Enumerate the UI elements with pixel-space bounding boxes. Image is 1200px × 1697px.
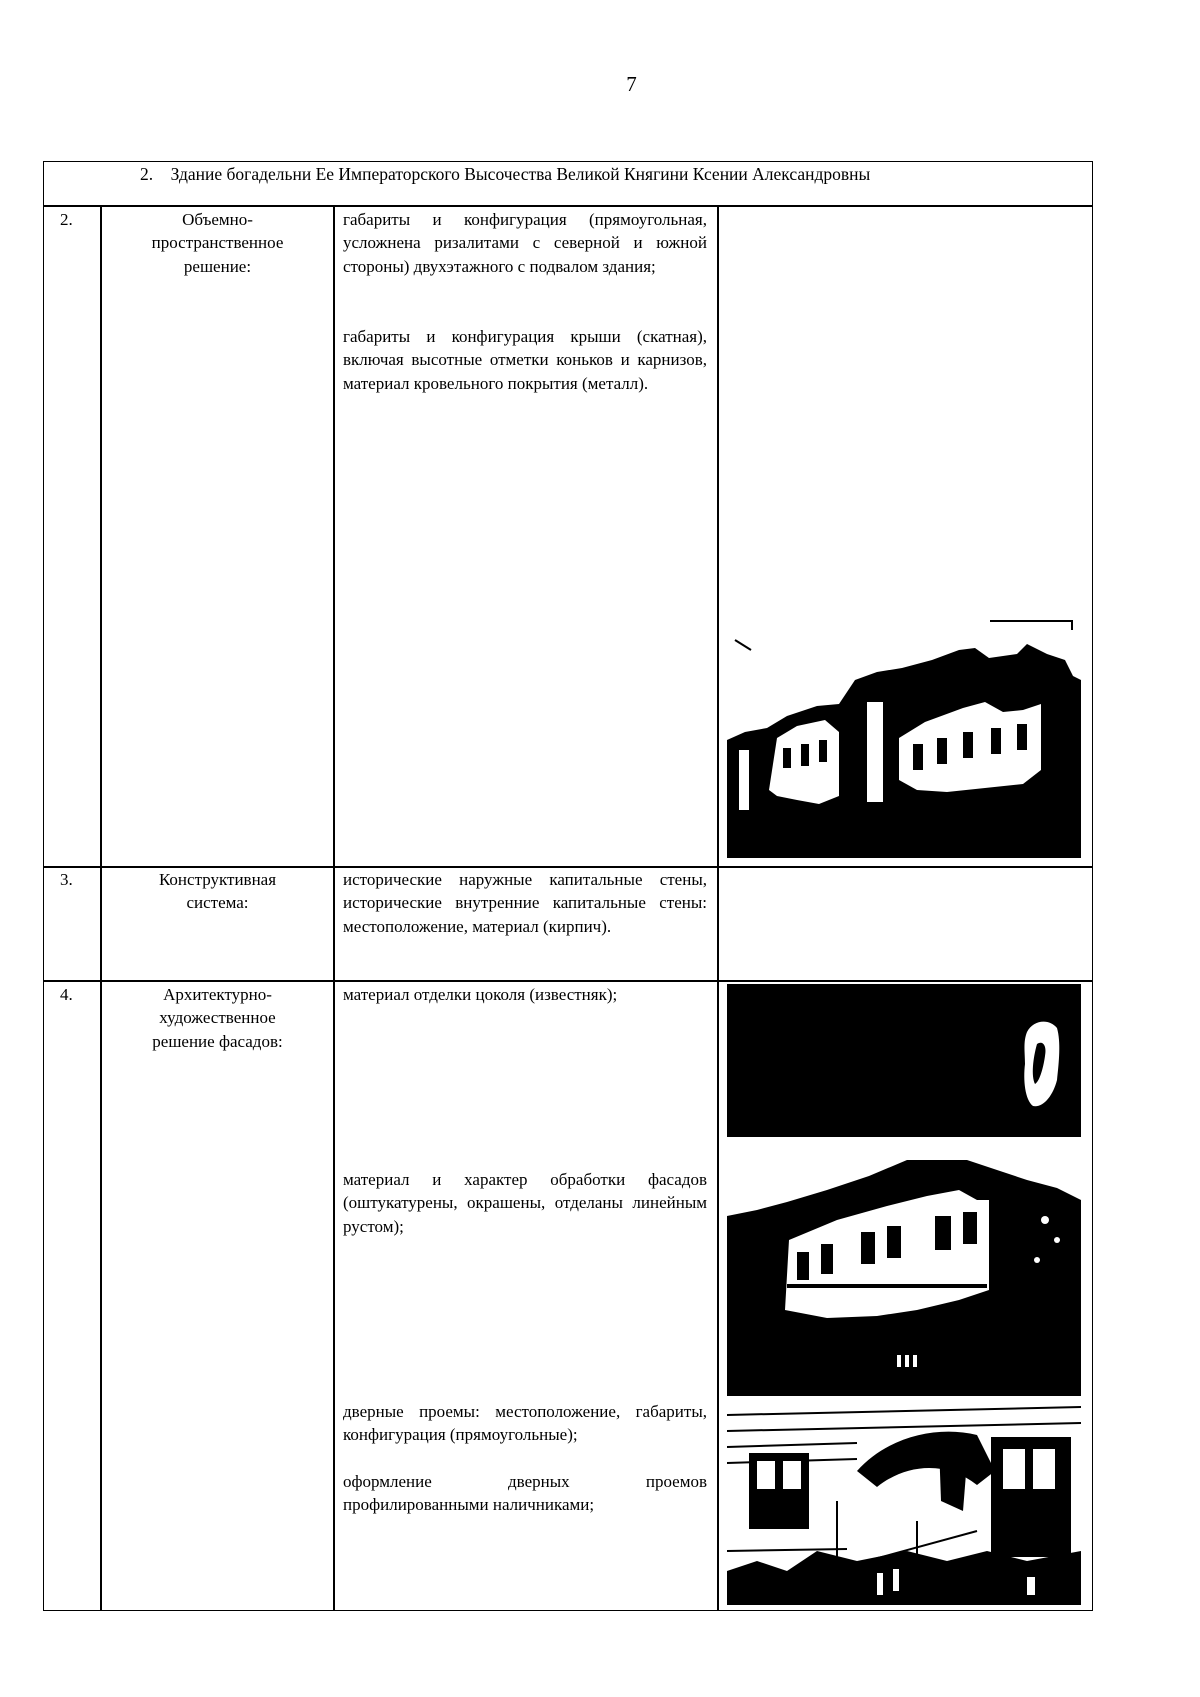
plinth-photo <box>727 984 1081 1137</box>
row-label: Архитектурно-художественное решение фасадов: <box>152 985 283 1051</box>
row-item: материал отделки цоколя (известняк); <box>343 985 618 1004</box>
photo-marker-line <box>990 620 1072 622</box>
row-item: габариты и конфигурация (прямоугольная, усложнена ризалитами с северной и южной стороны) двухэтажного с подвалом здания; <box>343 210 707 276</box>
table-column-divider <box>333 205 335 1611</box>
building-photo <box>727 620 1081 858</box>
row-label: Конструктивная система: <box>158 870 277 913</box>
row-item: материал и характер обработки фасадов (оштукатурены, окрашены, отделаны линейным рустом); <box>343 1170 707 1236</box>
row-item: исторические наружные капитальные стены, исторические внутренние капитальные стены: местоположение, материал (кирпич). <box>343 870 707 936</box>
row-number: 4. <box>60 985 73 1004</box>
facade-photo <box>727 1160 1081 1396</box>
row-item: оформление дверных проемов профилированными наличниками; <box>343 1472 707 1515</box>
row-label: Объемно-пространственное решение: <box>151 210 284 276</box>
row-number: 3. <box>60 870 73 889</box>
table-column-divider <box>100 205 102 1611</box>
photo-marker-line <box>1071 620 1073 630</box>
page-number: 7 <box>626 72 637 96</box>
table-column-divider <box>717 205 719 1611</box>
section-number: 2. <box>140 164 154 184</box>
entrance-photo <box>727 1401 1081 1605</box>
row-number: 2. <box>60 210 73 229</box>
row-item: дверные проемы: местоположение, габариты, конфигурация (прямоугольные); <box>343 1402 707 1445</box>
row-item: габариты и конфигурация крыши (скатная), включая высотные отметки коньков и карнизов, материал кровельного покрытия (металл). <box>343 327 707 393</box>
table-row-divider <box>43 980 1093 982</box>
section-title: Здание богадельни Ее Императорского Высочества Великой Княгини Ксении Александровны <box>170 164 871 184</box>
table-row-divider <box>43 205 1093 207</box>
section-header <box>140 162 1090 186</box>
